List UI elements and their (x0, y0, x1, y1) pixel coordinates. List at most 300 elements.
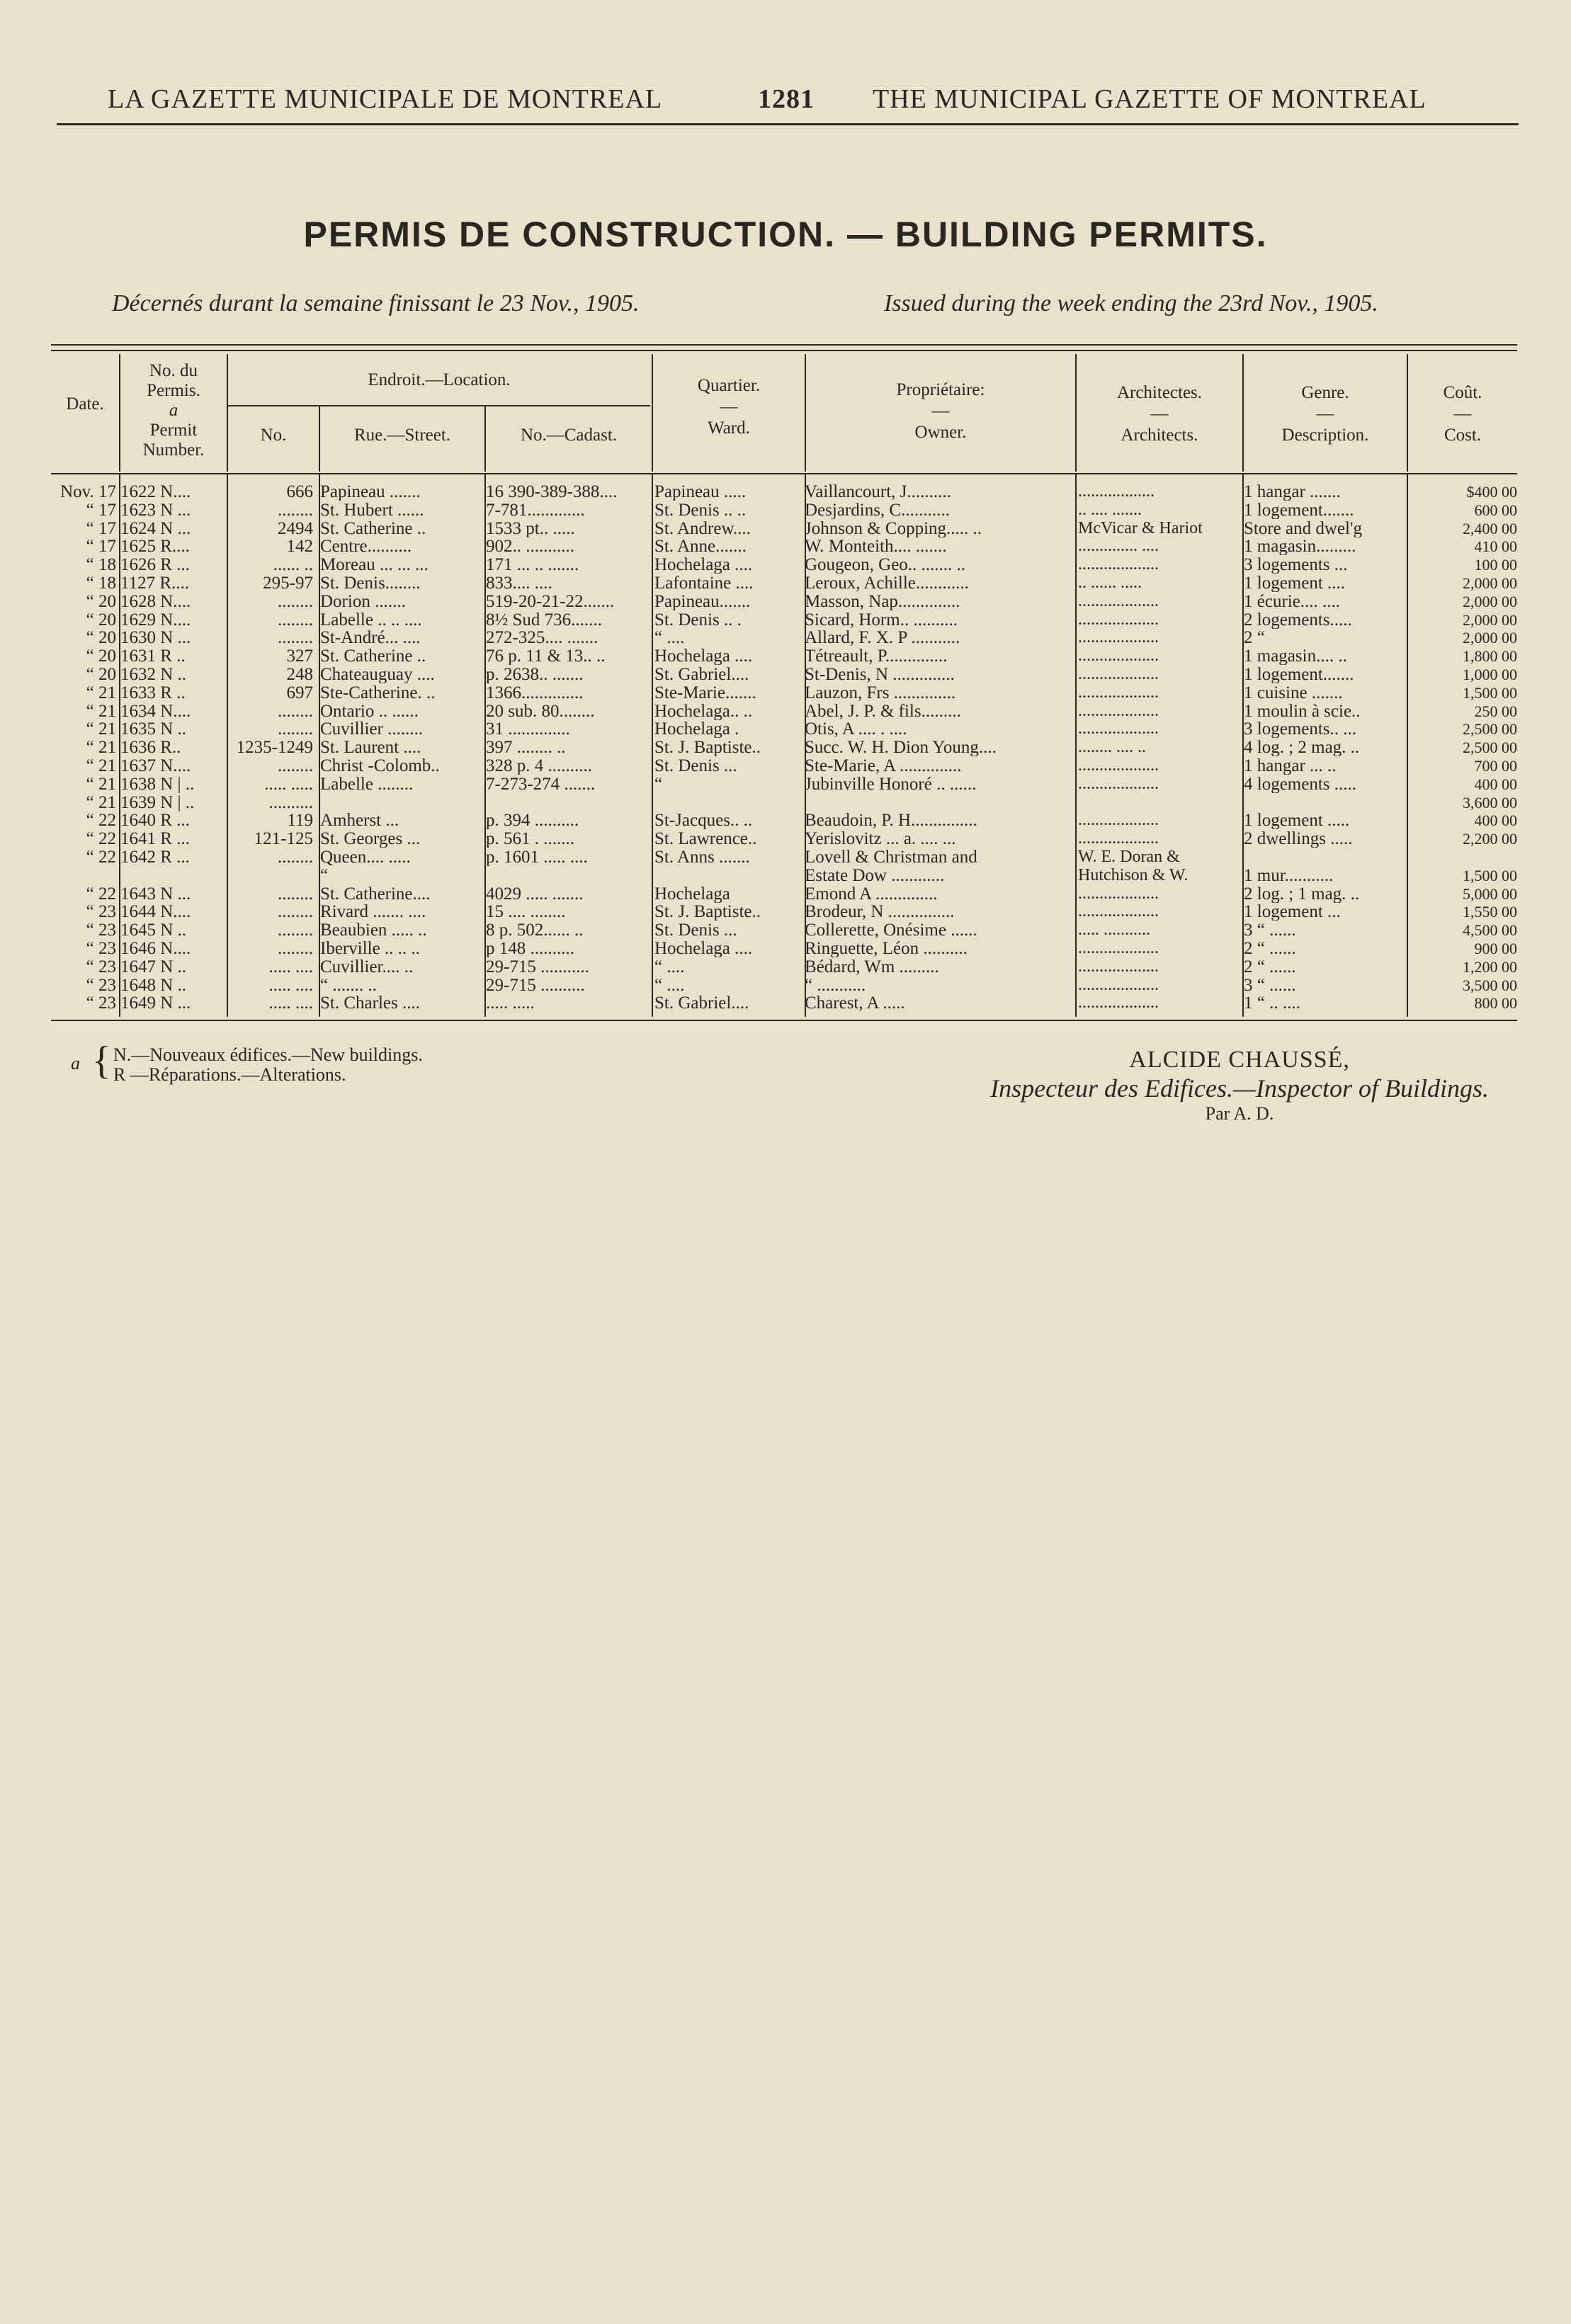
cell-architect: .............. .... (1078, 537, 1159, 556)
cell-architect: ................... (1078, 610, 1159, 629)
cell-owner: Tétreault, P.............. (805, 647, 948, 666)
cell-date: “ 22 (86, 811, 116, 830)
cell-permit-number: 1626 R ... (120, 556, 190, 574)
cell-owner: Charest, A ..... (805, 994, 905, 1013)
cell-permit-number: 1646 N.... (120, 940, 191, 957)
cell-cost: 700 00 (1474, 757, 1517, 775)
cell-street: St-André... .... (320, 629, 421, 647)
signature-block (990, 1047, 1489, 1124)
cell-owner: Collerette, Onésime ...... (805, 921, 977, 940)
cell-cost: 3,500 00 (1463, 976, 1517, 994)
cell-owner: Allard, F. X. P ........... (805, 629, 960, 647)
cell-permit-number: 1622 N.... (120, 483, 191, 501)
cell-street: Beaubien ..... .. (320, 921, 427, 940)
cell-architect: ................... (1078, 940, 1159, 957)
cell-owner: Emond A .............. (805, 884, 938, 903)
cell-cadastre: 16 390-389-388.... (486, 483, 618, 501)
cell-description: 1 magasin......... (1244, 537, 1356, 556)
signature-by: Par A. D. (1205, 1103, 1274, 1124)
cell-ward: St. Anne....... (654, 537, 747, 556)
table-row (0, 720, 1571, 738)
cell-permit-number: 1642 R ... (120, 848, 190, 866)
cell-cadastre: 397 ........ .. (486, 739, 566, 757)
cell-cadastre: 902.. ........... (486, 537, 574, 556)
cell-street-number: 697 (286, 683, 313, 702)
cell-street-number: ........ (278, 702, 313, 720)
cell-cadastre: p. 1601 ..... .... (486, 848, 588, 866)
header-owner-line: Propriétaire: (896, 380, 985, 399)
cell-date: “ 21 (86, 702, 116, 720)
cell-architect: ................... (1078, 976, 1159, 994)
cell-description: 2 log. ; 1 mag. .. (1244, 884, 1360, 903)
cell-architect: ................... (1078, 592, 1159, 610)
cell-permit-number: 1127 R.... (120, 574, 189, 592)
cell-architect: ................... (1078, 666, 1159, 683)
cell-permit-number: 1623 N ... (120, 501, 191, 519)
cell-description: 1 “ .. .... (1244, 994, 1300, 1013)
cell-cadastre: 7-781............. (486, 501, 585, 519)
cell-ward: St. Lawrence.. (654, 830, 757, 848)
cell-date: “ 21 (86, 757, 116, 775)
cell-cost: 1,550 00 (1463, 903, 1517, 921)
cell-cadastre: 833.... .... (486, 574, 552, 592)
cell-street: Dorion ....... (320, 592, 406, 610)
header-description-line: — (1316, 404, 1334, 423)
cell-street: Christ -Colomb.. (320, 757, 440, 775)
cell-street: Moreau ... ... ... (320, 556, 429, 574)
cell-description: 4 log. ; 2 mag. .. (1244, 739, 1360, 757)
cell-description: 1 cuisine ....... (1244, 683, 1343, 702)
cell-cadastre: 8½ Sud 736....... (486, 610, 602, 629)
cell-owner: “ ........... (805, 976, 866, 994)
cell-cost: 2,000 00 (1463, 610, 1517, 629)
cell-permit-number: 1648 N .. (120, 976, 187, 994)
cell-permit-number: 1639 N | .. (120, 793, 195, 811)
cell-street-number: 2494 (278, 519, 313, 537)
cell-cost: $400 00 (1466, 483, 1517, 501)
cell-permit-number: 1629 N.... (120, 610, 191, 629)
subtitle-french: Décernés durant la semaine finissant le 23 Nov., 1905. (112, 290, 640, 317)
cell-ward: St. Gabriel.... (654, 666, 749, 683)
cell-street-number: ........ (278, 921, 313, 940)
cell-date: “ 23 (86, 940, 116, 957)
cell-street-number: 248 (286, 666, 313, 683)
cell-street: St. Catherine.... (320, 884, 431, 903)
cell-description: 1 hangar ... .. (1244, 757, 1337, 775)
table-row (0, 593, 1571, 610)
cell-owner: Succ. W. H. Dion Young.... (805, 739, 997, 757)
cell-owner: Estate Dow ............ (805, 866, 945, 884)
header-cost-line: Cost. (1444, 426, 1482, 445)
cell-ward: “ .... (654, 957, 685, 976)
header-permit-line: Permit (149, 421, 198, 440)
signature-name: ALCIDE CHAUSSÉ, (1129, 1047, 1350, 1073)
cell-street: Iberville .. .. .. (320, 940, 420, 957)
header-cost-line: — (1453, 404, 1472, 423)
running-head (57, 84, 1514, 126)
cell-street-number: 119 (287, 811, 313, 830)
header-architects (1077, 382, 1242, 446)
cell-cost: 1,200 00 (1463, 957, 1517, 976)
table-row (0, 537, 1571, 555)
cell-date: “ 17 (86, 537, 116, 556)
cell-description: 3 logements.. ... (1244, 720, 1357, 739)
cell-owner: Leroux, Achille............ (805, 574, 969, 592)
cell-date: “ 22 (86, 884, 116, 903)
cell-permit-number: 1630 N ... (120, 629, 191, 647)
header-ward-line: Ward. (708, 418, 750, 438)
cell-cost: 1,500 00 (1463, 866, 1517, 884)
header-description-line: Description. (1281, 426, 1369, 445)
table-row (0, 757, 1571, 775)
header-architects-line: — (1150, 404, 1169, 423)
cell-architect: .. ...... ..... (1078, 574, 1142, 592)
cell-ward: St. Gabriel.... (654, 994, 749, 1013)
cell-architect: ................... (1078, 647, 1159, 666)
table-row (0, 903, 1571, 921)
cell-owner: W. Monteith.... ....... (805, 537, 947, 556)
table-row (0, 574, 1571, 592)
table-row (0, 702, 1571, 720)
cell-cadastre: 1533 pt.. ..... (486, 519, 575, 537)
cell-date: “ 17 (86, 519, 116, 537)
cell-date: Nov. 17 (60, 483, 116, 501)
cell-description: 2 logements..... (1244, 610, 1352, 629)
cell-date: “ 21 (86, 739, 116, 757)
header-owner-line: — (931, 401, 950, 421)
cell-permit-number: 1640 R ... (120, 811, 190, 830)
table-row (0, 867, 1571, 884)
table-bottom-rule (51, 1020, 1517, 1021)
cell-street-number: ........ (278, 757, 313, 775)
cell-cadastre: 4029 ..... ....... (486, 884, 584, 903)
cell-description: 2 “ (1244, 629, 1265, 647)
cell-owner: Otis, A .... . .... (805, 720, 907, 739)
table-row (0, 958, 1571, 976)
cell-street-number: ........ (278, 610, 313, 629)
cell-architect: ..... ........... (1078, 921, 1150, 940)
cell-date: “ 23 (86, 903, 116, 921)
cell-street-number: ........ (278, 592, 313, 610)
cell-cadastre: 171 ... .. ....... (486, 556, 579, 574)
cell-description: 1 mur........... (1244, 866, 1334, 884)
location-underline (228, 405, 650, 406)
cell-date: “ 20 (86, 647, 116, 666)
cell-cadastre: 76 p. 11 & 13.. .. (486, 647, 606, 666)
table-row (0, 994, 1571, 1012)
cell-street-number: 1235-1249 (236, 739, 313, 757)
cell-cost: 1,000 00 (1463, 666, 1517, 683)
footnote-alterations: R —Réparations.—Alterations. (113, 1064, 346, 1085)
cell-street: St. Charles .... (320, 994, 420, 1013)
cell-street-number: ........ (278, 940, 313, 957)
cell-ward: Hochelaga .... (654, 556, 753, 574)
cell-date: “ 21 (86, 683, 116, 702)
cell-permit-number: 1638 N | .. (120, 775, 195, 793)
cell-architect: ................... (1078, 775, 1159, 793)
cell-architect: Hutchison & W. (1078, 866, 1189, 884)
cell-permit-number: 1636 R.. (120, 739, 181, 757)
cell-permit-number: 1637 N.... (120, 757, 191, 775)
table-row (0, 848, 1571, 866)
cell-ward: Hochelaga .... (654, 940, 753, 957)
cell-owner: St-Denis, N .............. (805, 666, 955, 683)
cell-cadastre: ..... ..... (486, 994, 535, 1013)
header-architects-line: Architects. (1121, 426, 1198, 445)
cell-cost: 400 00 (1474, 811, 1517, 830)
cell-ward: St. J. Baptiste.. (654, 903, 761, 921)
cell-ward: St-Jacques.. .. (654, 811, 753, 830)
cell-street: Ontario .. ...... (320, 702, 419, 720)
brace-glyph: { (92, 1039, 111, 1083)
cell-ward: Hochelaga . (654, 720, 739, 739)
cell-street-number: ........ (278, 629, 313, 647)
cell-description: 4 logements ..... (1244, 775, 1357, 793)
cell-ward: Ste-Marie....... (654, 683, 756, 702)
cell-cadastre: 1366.............. (486, 683, 584, 702)
cell-street-number: .......... (268, 793, 313, 811)
cell-street-number: 121-125 (254, 830, 313, 848)
table-row (0, 611, 1571, 629)
cell-architect: ................... (1078, 903, 1159, 921)
cell-cadastre: 8 p. 502...... .. (486, 921, 584, 940)
cell-description: 1 hangar ....... (1244, 483, 1341, 501)
cell-date: “ 18 (86, 556, 116, 574)
cell-cadastre: 20 sub. 80........ (486, 702, 595, 720)
cell-ward: “ .... (654, 976, 685, 994)
cell-permit-number: 1625 R.... (120, 537, 190, 556)
cell-architect: ................... (1078, 683, 1159, 702)
cell-description: 1 moulin à scie.. (1244, 702, 1361, 720)
cell-permit-number: 1634 N.... (120, 702, 191, 720)
header-description (1244, 382, 1407, 446)
cell-cadastre: 272-325.... ....... (486, 629, 599, 647)
cell-permit-number: 1624 N ... (120, 519, 191, 537)
cell-cadastre: p. 394 .......... (486, 811, 579, 830)
table-row (0, 775, 1571, 793)
cell-ward: Papineau....... (654, 592, 751, 610)
cell-cadastre: 328 p. 4 .......... (486, 757, 592, 775)
cell-cost: 250 00 (1474, 702, 1517, 720)
cell-date: “ 20 (86, 629, 116, 647)
cell-cost: 2,400 00 (1463, 519, 1517, 537)
cell-cost: 800 00 (1474, 994, 1517, 1013)
cell-ward: St. Denis ... (654, 757, 737, 775)
cell-ward: “ .... (654, 629, 685, 647)
cell-street-number: ........ (278, 884, 313, 903)
header-permit-line: Number. (142, 440, 205, 460)
cell-street-number: ...... .. (273, 556, 313, 574)
header-ward-line: — (720, 397, 738, 416)
cell-date: “ 21 (86, 793, 116, 811)
cell-owner: Desjardins, C........... (805, 501, 950, 519)
cell-owner: Ringuette, Léon .......... (805, 940, 968, 957)
cell-owner: Yerislovitz ... a. .... ... (805, 830, 956, 848)
cell-date: “ 18 (86, 574, 116, 592)
cell-cost: 2,000 00 (1463, 629, 1517, 647)
cell-ward: Hochelaga .... (654, 647, 753, 666)
header-rule (57, 123, 1519, 125)
cell-date: “ 23 (86, 976, 116, 994)
cell-owner: Beaudoin, P. H............... (805, 811, 977, 830)
cell-street: St. Hubert ...... (320, 501, 424, 519)
running-head-left: LA GAZETTE MUNICIPALE DE MONTREAL (108, 84, 663, 114)
cell-cadastre: 29-715 .......... (486, 976, 585, 994)
cell-description: Store and dwel'g (1244, 519, 1362, 537)
cell-architect: McVicar & Hariot (1078, 519, 1203, 537)
cell-description: 3 logements ... (1244, 556, 1348, 574)
cell-cadastre: p. 561 . ....... (486, 830, 574, 848)
table-top-rule-2 (51, 350, 1517, 351)
cell-cost: 3,600 00 (1463, 793, 1517, 811)
cell-description: 3 “ ...... (1244, 921, 1296, 940)
cell-ward: Hochelaga (654, 884, 730, 903)
cell-street-number: 666 (286, 483, 313, 501)
table-row (0, 501, 1571, 519)
cell-owner: Brodeur, N ............... (805, 903, 955, 921)
cell-owner: Jubinville Honoré .. ...... (805, 775, 977, 793)
header-ward-line: Quartier. (697, 376, 761, 395)
cell-street: “ ....... .. (320, 976, 377, 994)
cell-permit-number: 1632 N .. (120, 666, 187, 683)
cell-owner: Masson, Nap.............. (805, 592, 960, 610)
cell-street-number: 142 (286, 537, 313, 556)
cell-street-number: ........ (278, 720, 313, 739)
cell-permit-number: 1641 R ... (120, 830, 190, 848)
cell-architect: ................... (1078, 811, 1159, 830)
header-owner (806, 380, 1075, 443)
cell-architect: ................... (1078, 556, 1159, 574)
cell-architect: ................... (1078, 702, 1159, 720)
cell-description: 1 logement ... (1244, 903, 1341, 921)
page-title: PERMIS DE CONSTRUCTION. — BUILDING PERMITS. (303, 215, 1268, 254)
cell-description: 2 dwellings ..... (1244, 830, 1353, 848)
cell-cadastre: 31 .............. (486, 720, 570, 739)
cell-description: 1 logement ..... (1244, 811, 1350, 830)
cell-ward: St. Anns ....... (654, 848, 750, 866)
cell-street: Ste-Catherine. .. (320, 683, 436, 702)
cell-street-number: ........ (278, 903, 313, 921)
table-row (0, 629, 1571, 646)
cell-street: St. Georges ... (320, 830, 421, 848)
header-cost-line: Coût. (1443, 383, 1482, 402)
cell-ward: Hochelaga.. .. (654, 702, 753, 720)
cell-cost: 900 00 (1474, 940, 1517, 957)
cell-cost: 400 00 (1474, 775, 1517, 793)
cell-date: “ 17 (86, 501, 116, 519)
cell-street-number: ..... .... (268, 976, 313, 994)
cell-description: 1 écurie.... .... (1244, 592, 1341, 610)
cell-cost: 1,500 00 (1463, 683, 1517, 702)
cell-permit-number: 1647 N .. (120, 957, 187, 976)
header-cost (1408, 382, 1517, 446)
cell-architect: ................... (1078, 720, 1159, 739)
table-row (0, 976, 1571, 994)
cell-street: St. Catherine .. (320, 519, 426, 537)
cell-permit-number: 1643 N ... (120, 884, 191, 903)
cell-cost: 1,800 00 (1463, 647, 1517, 666)
cell-permit-number: 1649 N ... (120, 994, 191, 1013)
table-top-rule (51, 344, 1517, 346)
table-row (0, 830, 1571, 848)
header-location: Endroit.—Location. (368, 370, 511, 389)
cell-cadastre: 15 .... ........ (486, 903, 566, 921)
cell-date: “ 20 (86, 666, 116, 683)
cell-architect: ................... (1078, 757, 1159, 775)
table-row (0, 940, 1571, 957)
cell-street: Amherst ... (320, 811, 399, 830)
page-number: 1281 (758, 84, 815, 114)
cell-permit-number: 1644 N.... (120, 903, 191, 921)
cell-street-number: 295-97 (263, 574, 313, 592)
header-date: Date. (66, 394, 104, 414)
cell-architect: ................... (1078, 884, 1159, 903)
footnote-marker: a (71, 1053, 80, 1073)
cell-street: Labelle .. .. .... (320, 610, 422, 629)
cell-street: Queen.... ..... (320, 848, 411, 866)
cell-street: Centre.......... (320, 537, 412, 556)
table-row (0, 794, 1571, 811)
cell-date: “ 20 (86, 592, 116, 610)
cell-date: “ 23 (86, 921, 116, 940)
cell-cost: 600 00 (1474, 501, 1517, 519)
footnote-new-buildings: N.—Nouveaux édifices.—New buildings. (113, 1044, 423, 1065)
cell-permit-number: 1628 N.... (120, 592, 191, 610)
cell-architect: .................. (1078, 483, 1155, 501)
cell-street-number: 327 (286, 647, 313, 666)
cell-owner: Vaillancourt, J.......... (805, 483, 951, 501)
cell-owner: Abel, J. P. & fils......... (805, 702, 961, 720)
cell-owner: Gougeon, Geo.. ....... .. (805, 556, 966, 574)
cell-ward: St. Denis ... (654, 921, 737, 940)
subtitle-english: Issued during the week ending the 23rd Nov., 1905. (884, 290, 1378, 317)
table-row (0, 921, 1571, 939)
cell-street-number: ........ (278, 848, 313, 866)
cell-date: “ 23 (86, 957, 116, 976)
cell-ward: St. Denis .. . (654, 610, 742, 629)
header-description-line: Genre. (1301, 383, 1349, 402)
header-architects-line: Architectes. (1116, 383, 1203, 402)
header-owner-line: Owner. (914, 423, 967, 442)
table-row (0, 739, 1571, 756)
cell-description: 3 “ ...... (1244, 976, 1296, 994)
cell-date: “ 21 (86, 720, 116, 739)
cell-owner: Ste-Marie, A .............. (805, 757, 962, 775)
header-permit-line: No. du (149, 361, 198, 380)
cell-cost: 2,500 00 (1463, 720, 1517, 739)
cell-cost: 2,200 00 (1463, 830, 1517, 848)
cell-cost: 4,500 00 (1463, 921, 1517, 940)
cell-architect: ................... (1078, 629, 1159, 647)
table-row (0, 885, 1571, 903)
cell-street: St. Denis........ (320, 574, 421, 592)
cell-permit-number: 1633 R .. (120, 683, 186, 702)
header-permit-line: a (169, 401, 178, 420)
cell-architect: ................... (1078, 830, 1159, 848)
cell-street-number: ..... ..... (264, 775, 313, 793)
cell-ward: St. J. Baptiste.. (654, 739, 761, 757)
cell-ward: St. Andrew.... (654, 519, 751, 537)
cell-ward: Lafontaine .... (654, 574, 754, 592)
cell-description: 2 “ ...... (1244, 940, 1296, 957)
cell-street: Cuvillier.... .. (320, 957, 414, 976)
cell-description: 1 logement....... (1244, 501, 1354, 519)
cell-cost: 410 00 (1474, 537, 1517, 556)
cell-street-number: ..... .... (268, 957, 313, 976)
table-row (0, 811, 1571, 829)
cell-permit-number: 1631 R .. (120, 647, 186, 666)
cell-permit-number: 1645 N .. (120, 921, 187, 940)
